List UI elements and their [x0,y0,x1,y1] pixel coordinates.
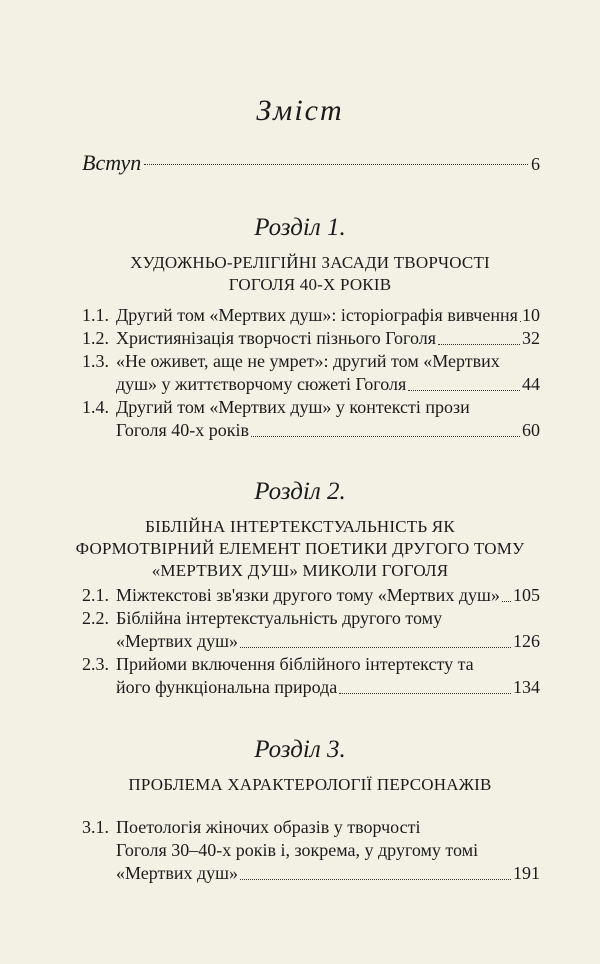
toc-entry-text: «Мертвих душ» [116,631,239,651]
toc-entry-text: його функціональна природа [116,677,338,697]
chapter-2-subtitle [50,516,550,582]
subtitle-line: ГОГОЛЯ 40-Х РОКІВ [228,275,392,294]
subtitle-line: БІБЛІЙНА ІНТЕРТЕКСТУАЛЬНІСТЬ ЯК [145,517,455,536]
toc-entry-text: душ» у життєтворчому сюжеті Гоголя [116,374,407,394]
toc-entry-number: 1.4. [82,397,109,417]
toc-entry-2-3[interactable] [82,653,540,699]
toc-entry-number: 2.2. [82,608,109,628]
toc-page-number: 105 [513,585,540,605]
dot-leader [240,879,511,880]
subtitle-line: ПРОБЛЕМА ХАРАКТЕРОЛОГІЇ ПЕРСОНАЖІВ [128,775,492,794]
toc-entry-text: Гоголя 40-х років [116,420,250,440]
toc-entry-text: «Не оживет, аще не умрет»: другий том «Мертвих [116,351,500,371]
toc-page-number: 44 [522,374,540,394]
toc-entry-intro[interactable] [82,150,540,176]
dot-leader [339,693,511,694]
toc-entry-number: 1.1. [82,305,109,325]
toc-entry-text: Другий том «Мертвих душ» у контексті прози [116,397,470,417]
toc-entry-1-3[interactable] [82,350,540,396]
toc-entry-number: 2.3. [82,654,109,674]
page-title: Зміст [256,94,344,127]
toc-entry-text: Біблійна інтертекстуальність другого тому [116,608,443,628]
dot-leader [240,647,511,648]
toc-entry-text: «Мертвих душ» [116,863,239,883]
toc-entry-3-1[interactable] [82,816,540,885]
dot-leader [502,601,511,602]
toc-entry-text: Поетологія жіночих образів у творчості [116,817,421,837]
chapter-1-subtitle [70,252,550,296]
dot-leader [438,344,520,345]
dot-leader [408,390,520,391]
toc-page-number: 6 [531,154,540,174]
toc-entry-2-2[interactable] [82,607,540,653]
toc-page-number: 126 [513,631,540,651]
toc-entry-text: Прийоми включення біблійного інтертексту та [116,654,474,674]
subtitle-line: ФОРМОТВІРНИЙ ЕЛЕМЕНТ ПОЕТИКИ ДРУГОГО ТОМУ [75,539,525,558]
dot-leader [144,164,528,165]
toc-entry-text: Гоголя 30–40-х років і, зокрема, у другому томі [116,840,479,860]
toc-entry-number: 3.1. [82,817,109,837]
toc-entry-1-2[interactable] [82,327,540,350]
subtitle-line: ХУДОЖНЬО-РЕЛІГІЙНІ ЗАСАДИ ТВОРЧОСТІ [130,253,490,272]
toc-entry-number: 1.3. [82,351,109,371]
toc-entry-number: 2.1. [82,585,109,605]
toc-page-number: 32 [522,328,540,348]
chapter-2-heading: Розділ 2. [254,478,346,505]
toc-page-number: 60 [522,420,540,440]
toc-entry-1-1[interactable] [82,304,540,327]
toc-entry-text: Християнізація творчості пізнього Гоголя [116,328,437,348]
toc-page-number: 134 [513,677,540,697]
toc-entry-2-1[interactable] [82,584,540,607]
toc-entry-1-4[interactable] [82,396,540,442]
chapter-1-heading: Розділ 1. [254,214,346,241]
toc-entry-text: Другий том «Мертвих душ»: історіографія вивчення [116,305,518,325]
chapter-3-subtitle [70,774,550,796]
dot-leader [251,436,520,437]
toc-page-number: 10 [522,305,540,325]
chapter-3-heading: Розділ 3. [254,736,346,763]
toc-entry-text: Міжтекстові зв'язки другого тому «Мертвих душ» [116,585,500,605]
subtitle-line: «МЕРТВИХ ДУШ» МИКОЛИ ГОГОЛЯ [151,561,449,580]
toc-page-number: 191 [513,863,540,883]
toc-entry-label: Вступ [82,150,142,175]
toc-entry-number: 1.2. [82,328,109,348]
